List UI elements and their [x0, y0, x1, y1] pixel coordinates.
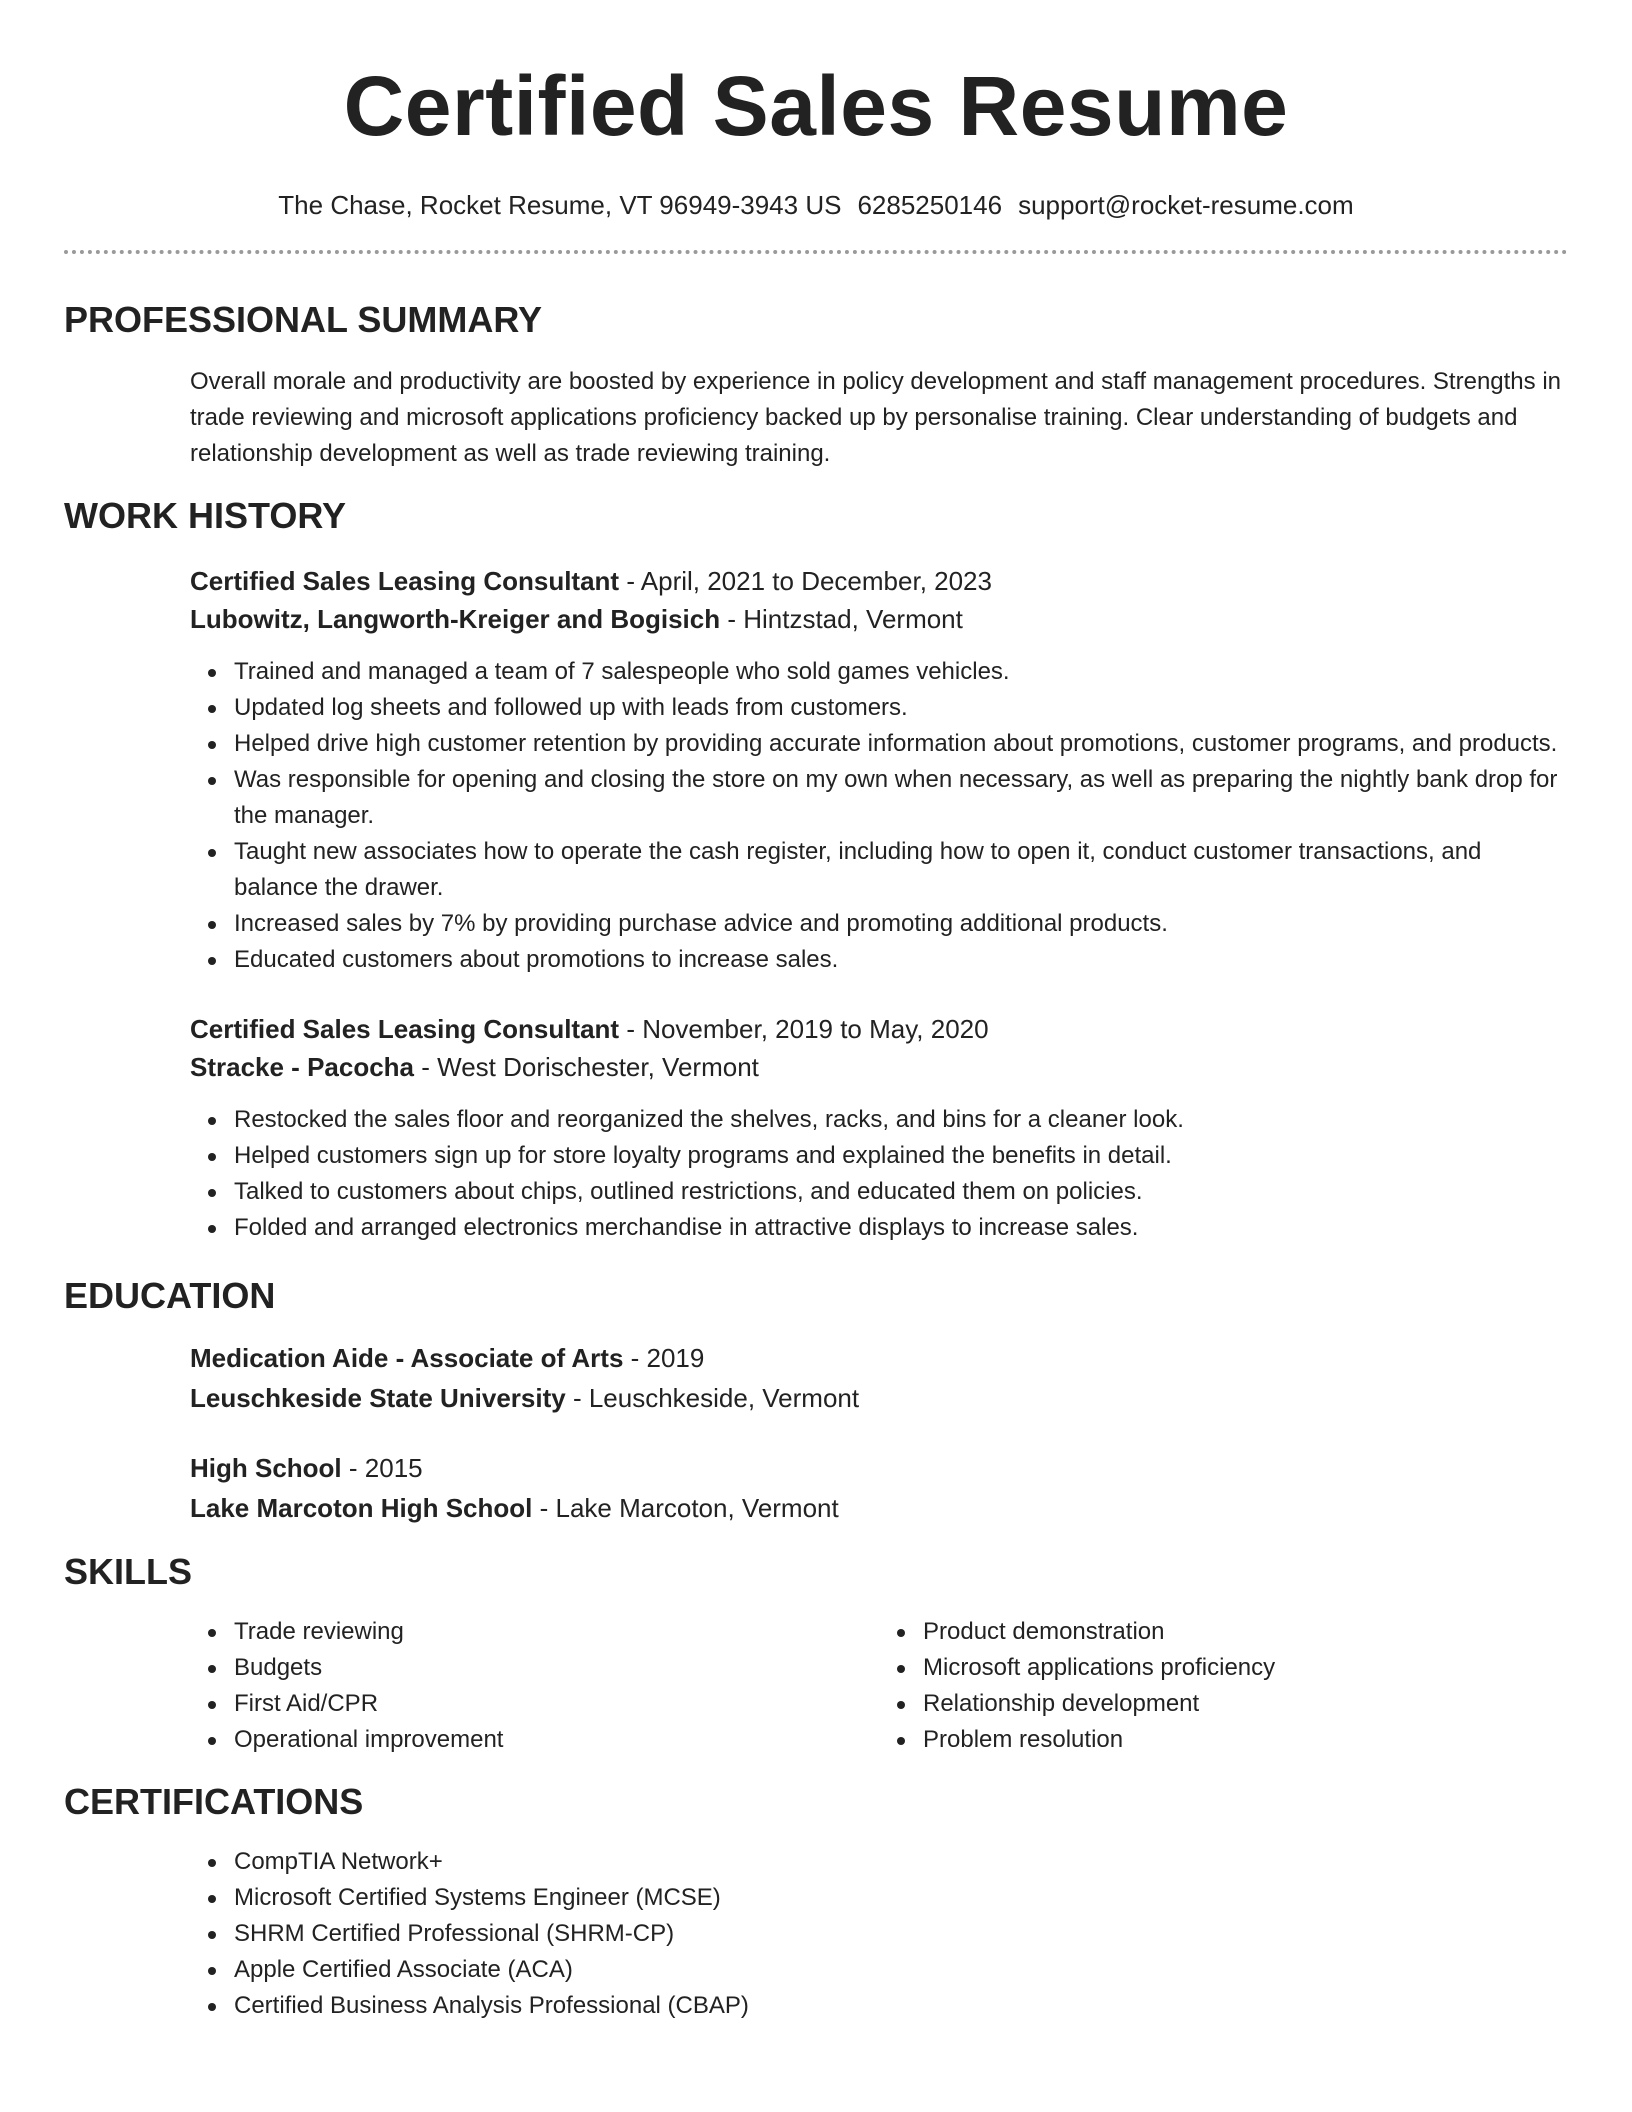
job-dates: - April, 2021 to December, 2023 [619, 566, 992, 596]
header-divider [64, 250, 1568, 254]
contact-line [64, 188, 1568, 222]
job-title-line [190, 1010, 1568, 1048]
list-item: Helped drive high customer retention by providing accurate information about promotions, customer programs, and products. [234, 726, 1568, 762]
job-company: Lubowitz, Langworth-Kreiger and Bogisich [190, 604, 721, 634]
list-item: Relationship development [923, 1686, 1568, 1722]
skills-list-right [879, 1614, 1568, 1758]
education-year: - 2015 [341, 1453, 423, 1483]
list-item: Taught new associates how to operate the cash register, including how to open it, conduct customer transactions, and balance the drawer. [234, 834, 1568, 906]
list-item: Educated customers about promotions to increase sales. [234, 942, 1568, 978]
list-item: Microsoft Certified Systems Engineer (MCSE) [234, 1880, 1568, 1916]
job-location: - Hintzstad, Vermont [720, 604, 963, 634]
list-item: Updated log sheets and followed up with leads from customers. [234, 690, 1568, 726]
job-title: Certified Sales Leasing Consultant [190, 566, 620, 596]
skills-grid [64, 1614, 1568, 1758]
education-degree-line [190, 1448, 1568, 1488]
education-school: Lake Marcoton High School [190, 1493, 533, 1523]
list-item: Trade reviewing [234, 1614, 879, 1650]
education-school: Leuschkeside State University [190, 1383, 566, 1413]
job-duties-list [190, 1102, 1568, 1246]
job-title: Certified Sales Leasing Consultant [190, 1014, 620, 1044]
education-location: - Lake Marcoton, Vermont [532, 1493, 839, 1523]
summary-heading: PROFESSIONAL SUMMARY [64, 299, 543, 340]
list-item: Was responsible for opening and closing the store on my own when necessary, as well as preparing the nightly bank drop for the manager. [234, 762, 1568, 834]
skills-heading: SKILLS [64, 1551, 193, 1592]
resume-page [64, 0, 1568, 2024]
certifications-block [64, 1844, 1568, 2024]
list-item: Trained and managed a team of 7 salespeople who sold games vehicles. [234, 654, 1568, 690]
contact-email: support@rocket-resume.com [1018, 190, 1354, 220]
job-company-line [190, 1048, 1568, 1086]
job-duties-list [190, 654, 1568, 978]
certifications-heading: CERTIFICATIONS [64, 1781, 364, 1822]
contact-phone: 6285250146 [857, 190, 1003, 220]
list-item: Restocked the sales floor and reorganized the shelves, racks, and bins for a cleaner look. [234, 1102, 1568, 1138]
contact-address: The Chase, Rocket Resume, VT 96949-3943 US [278, 190, 842, 220]
list-item: Operational improvement [234, 1722, 879, 1758]
list-item: CompTIA Network+ [234, 1844, 1568, 1880]
list-item: Increased sales by 7% by providing purchase advice and promoting additional products. [234, 906, 1568, 942]
education-degree: Medication Aide - Associate of Arts [190, 1343, 624, 1373]
job-dates: - November, 2019 to May, 2020 [619, 1014, 989, 1044]
list-item: Budgets [234, 1650, 879, 1686]
job-title-line [190, 562, 1568, 600]
job-entry [64, 562, 1568, 978]
job-location: - West Dorischester, Vermont [414, 1052, 759, 1082]
skills-list-left [190, 1614, 879, 1758]
summary-text: Overall morale and productivity are boosted by experience in policy development and staff management procedures. Strengths in trade reviewing and microsoft applications proficiency backed up by personalise training. Clear understanding of budgets and relationship development as well as trade reviewing training. [190, 368, 1561, 467]
education-degree-line [190, 1338, 1568, 1378]
work-history-heading: WORK HISTORY [64, 495, 347, 536]
job-company-line [190, 600, 1568, 638]
education-entry [64, 1338, 1568, 1418]
certifications-list [190, 1844, 1568, 2024]
list-item: Certified Business Analysis Professional (CBAP) [234, 1988, 1568, 2024]
education-location: - Leuschkeside, Vermont [565, 1383, 860, 1413]
list-item: Microsoft applications proficiency [923, 1650, 1568, 1686]
education-year: - 2019 [623, 1343, 705, 1373]
list-item: Folded and arranged electronics merchandise in attractive displays to increase sales. [234, 1210, 1568, 1246]
job-entry [64, 1010, 1568, 1246]
list-item: Helped customers sign up for store loyalty programs and explained the benefits in detail. [234, 1138, 1568, 1174]
list-item: First Aid/CPR [234, 1686, 879, 1722]
resume-title: Certified Sales Resume [343, 59, 1289, 153]
job-company: Stracke - Pacocha [190, 1052, 415, 1082]
list-item: Product demonstration [923, 1614, 1568, 1650]
education-degree: High School [190, 1453, 342, 1483]
list-item: SHRM Certified Professional (SHRM-CP) [234, 1916, 1568, 1952]
list-item: Talked to customers about chips, outlined restrictions, and educated them on policies. [234, 1174, 1568, 1210]
education-school-line [190, 1378, 1568, 1418]
list-item: Problem resolution [923, 1722, 1568, 1758]
list-item: Apple Certified Associate (ACA) [234, 1952, 1568, 1988]
education-heading: EDUCATION [64, 1275, 276, 1316]
education-school-line [190, 1488, 1568, 1528]
education-entry [64, 1448, 1568, 1528]
